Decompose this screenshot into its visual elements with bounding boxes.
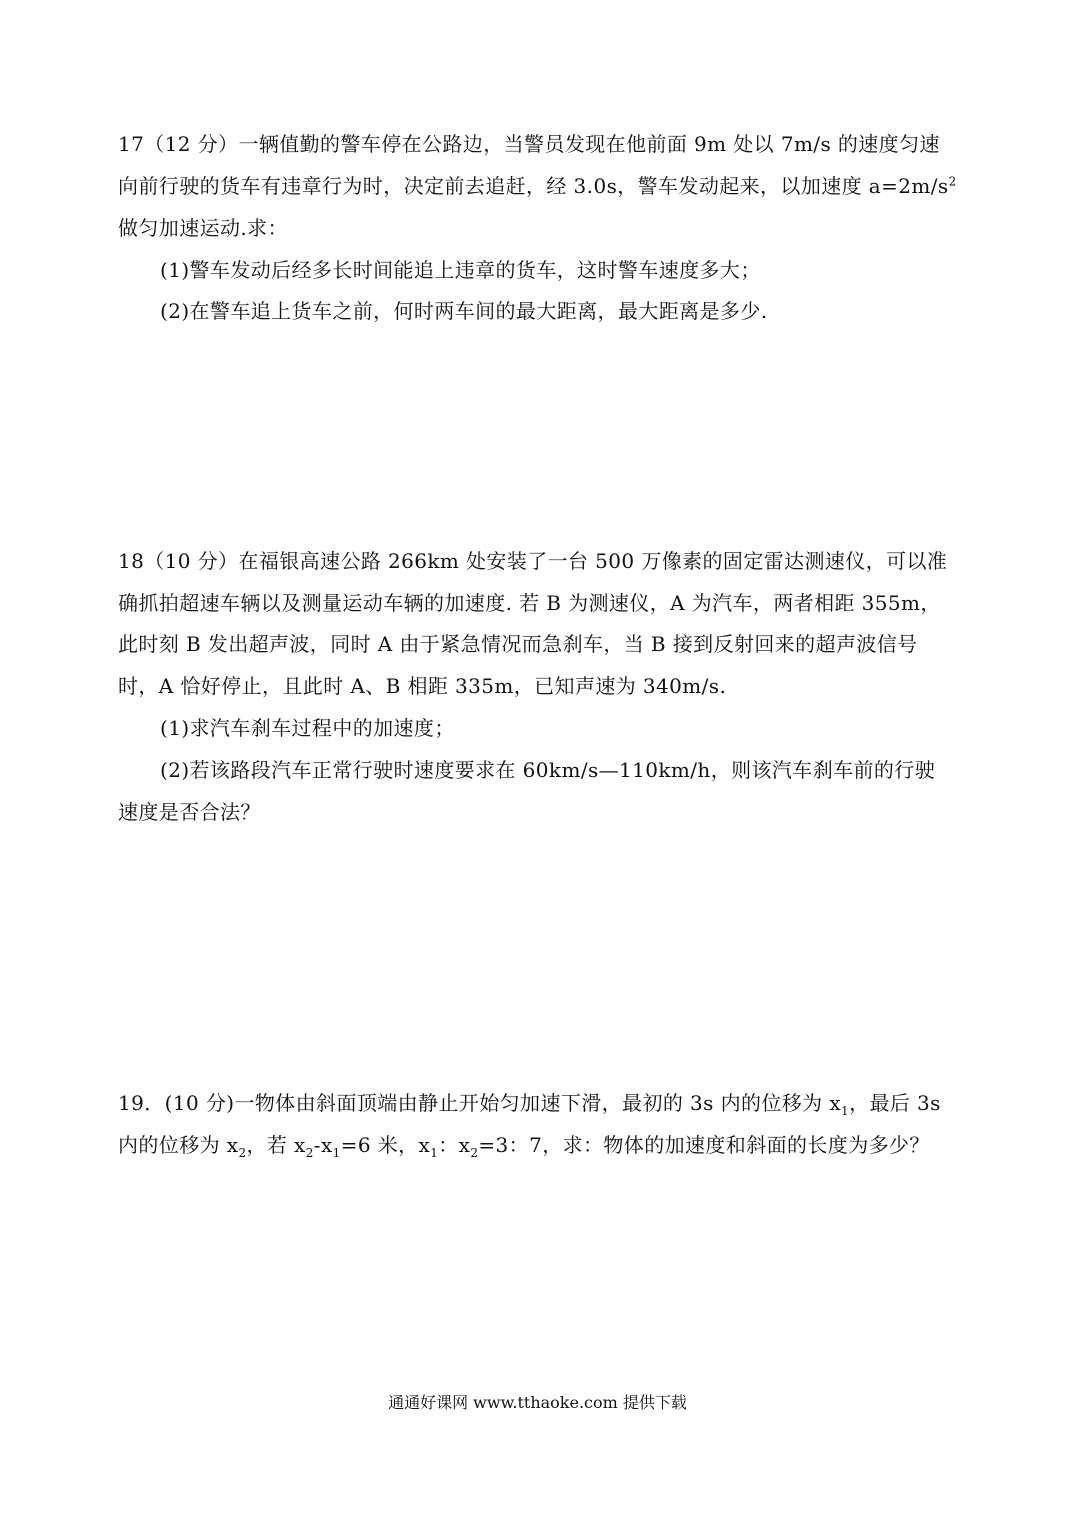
q19-subscript: 2: [238, 1146, 247, 1160]
q18-subquestion-1: (1)求汽车刹车过程中的加速度；: [160, 716, 455, 740]
q18-line-2: 确抓拍超速车辆以及测量运动车辆的加速度. 若 B 为测速仪，A 为汽车，两者相距 355m，: [118, 591, 941, 615]
q18-subquestion-2-cont: 速度是否合法？: [118, 800, 261, 824]
q18-subquestion-2: (2)若该路段汽车正常行驶时速度要求在 60km/s—110km/h，则该汽车刹车前的行驶: [160, 758, 936, 782]
q19-line-1: [118, 1091, 941, 1118]
q19-text: ，若 x: [246, 1133, 306, 1157]
q19-text: -x: [313, 1133, 333, 1157]
q19-text: =6 米，x: [340, 1133, 431, 1157]
q19-subscript: 1: [430, 1146, 439, 1160]
q19-text: =3：7，求：物体的加速度和斜面的长度为多少？: [478, 1133, 930, 1157]
q19-text: ：x: [438, 1133, 471, 1157]
q19-text-a: 19．(10 分)一物体由斜面顶端由静止开始匀加速下滑，最初的 3s 内的位移为 x: [118, 1091, 842, 1115]
q18-line-3: 此时刻 B 发出超声波，同时 A 由于紧急情况而急刹车，当 B 接到反射回来的超声波信号: [118, 632, 918, 656]
q18-line-4: 时，A 恰好停止，且此时 A、B 相距 335m，已知声速为 340m/s.: [118, 674, 727, 698]
q19-subscript: 1: [841, 1104, 850, 1118]
q17-line-1: 17（12 分）一辆值勤的警车停在公路边，当警员发现在他前面 9m 处以 7m/s 的速度匀速: [118, 132, 940, 156]
q19-subscript: 2: [470, 1146, 479, 1160]
page-footer: 通通好课网 www.tthaoke.com 提供下载: [388, 1393, 687, 1412]
q17-subquestion-2: (2)在警车追上货车之前，何时两车间的最大距离，最大距离是多少.: [160, 299, 768, 323]
q19-subscript: 2: [305, 1146, 314, 1160]
q19-text: 内的位移为 x: [118, 1133, 239, 1157]
q19-subscript: 1: [332, 1146, 341, 1160]
q19-line-2: [118, 1133, 930, 1160]
q17-line-2-text: 向前行驶的货车有违章行为时，决定前去追赶，经 3.0s，警车发动起来，以加速度 a=2m/s: [118, 174, 949, 198]
q17-subquestion-1: (1)警车发动后经多长时间能追上违章的货车，这时警车速度多大；: [160, 258, 761, 282]
q17-line-3: 做匀加速运动.求：: [118, 216, 288, 240]
q19-text-b: ，最后 3s: [849, 1091, 941, 1115]
q18-line-1: 18（10 分）在福银高速公路 266km 处安装了一台 500 万像素的固定雷达测速仪，可以准: [118, 549, 948, 573]
q17-line-2: [118, 174, 957, 198]
q17-superscript: 2: [948, 174, 957, 189]
